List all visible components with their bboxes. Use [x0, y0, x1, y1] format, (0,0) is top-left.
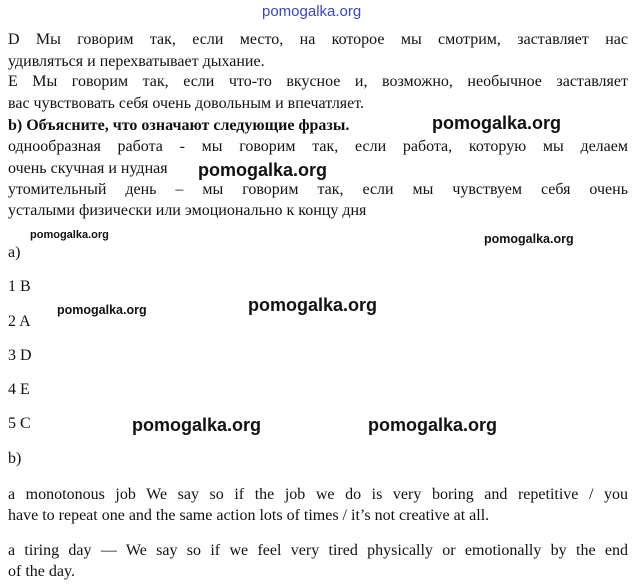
answer-item: 1 B — [8, 278, 31, 295]
answer-item: 3 D — [8, 347, 32, 364]
answer-b-line: a monotonous job We say so if the job we do is very boring and repetitive / you — [8, 486, 628, 503]
watermark-top[interactable]: pomogalka.org — [262, 3, 362, 20]
answer-item: 2 A — [8, 313, 31, 330]
task-b-heading: b) Объясните, что означают следующие фразы. — [8, 117, 350, 134]
watermark: pomogalka.org — [484, 232, 574, 246]
task-b-phrase-line: утомительный день – мы говорим так, если мы чувствуем себя очень — [8, 181, 628, 198]
task-b-phrase-line: однообразная работа - мы говорим так, если работа, которую мы делаем — [8, 138, 628, 155]
watermark: pomogalka.org — [368, 415, 498, 435]
task-b-phrase-line: очень скучная и нудная — [8, 160, 168, 177]
task-d-line: удивляться и перехватывает дыхание. — [8, 53, 265, 70]
answers-b-label: b) — [8, 450, 22, 467]
task-b-phrase-line: усталыми физически или эмоционально к концу дня — [8, 202, 367, 219]
watermark: pomogalka.org — [30, 229, 109, 241]
answer-b-line: a tiring day — We say so if we feel very tired physically or emotionally by the end — [8, 542, 628, 559]
watermark: pomogalka.org — [198, 160, 328, 180]
watermark: pomogalka.org — [132, 415, 262, 435]
task-d-line: D Мы говорим так, если место, на которое мы смотрим, заставляет нас — [8, 31, 628, 48]
answer-item: 5 C — [8, 415, 31, 432]
task-e-line: Е Мы говорим так, если что-то вкусное и, возможно, необычное заставляет — [8, 73, 628, 90]
answer-b-line: have to repeat one and the same action lots of times / it’s not creative at all. — [8, 507, 490, 524]
task-e-line: вас чувствовать себя очень довольным и впечатляет. — [8, 95, 365, 112]
answer-item: 4 E — [8, 381, 30, 398]
answer-b-line: of the day. — [8, 563, 75, 580]
watermark: pomogalka.org — [432, 113, 562, 133]
watermark: pomogalka.org — [57, 303, 147, 317]
watermark: pomogalka.org — [248, 295, 378, 315]
answers-a-label: a) — [8, 244, 21, 261]
